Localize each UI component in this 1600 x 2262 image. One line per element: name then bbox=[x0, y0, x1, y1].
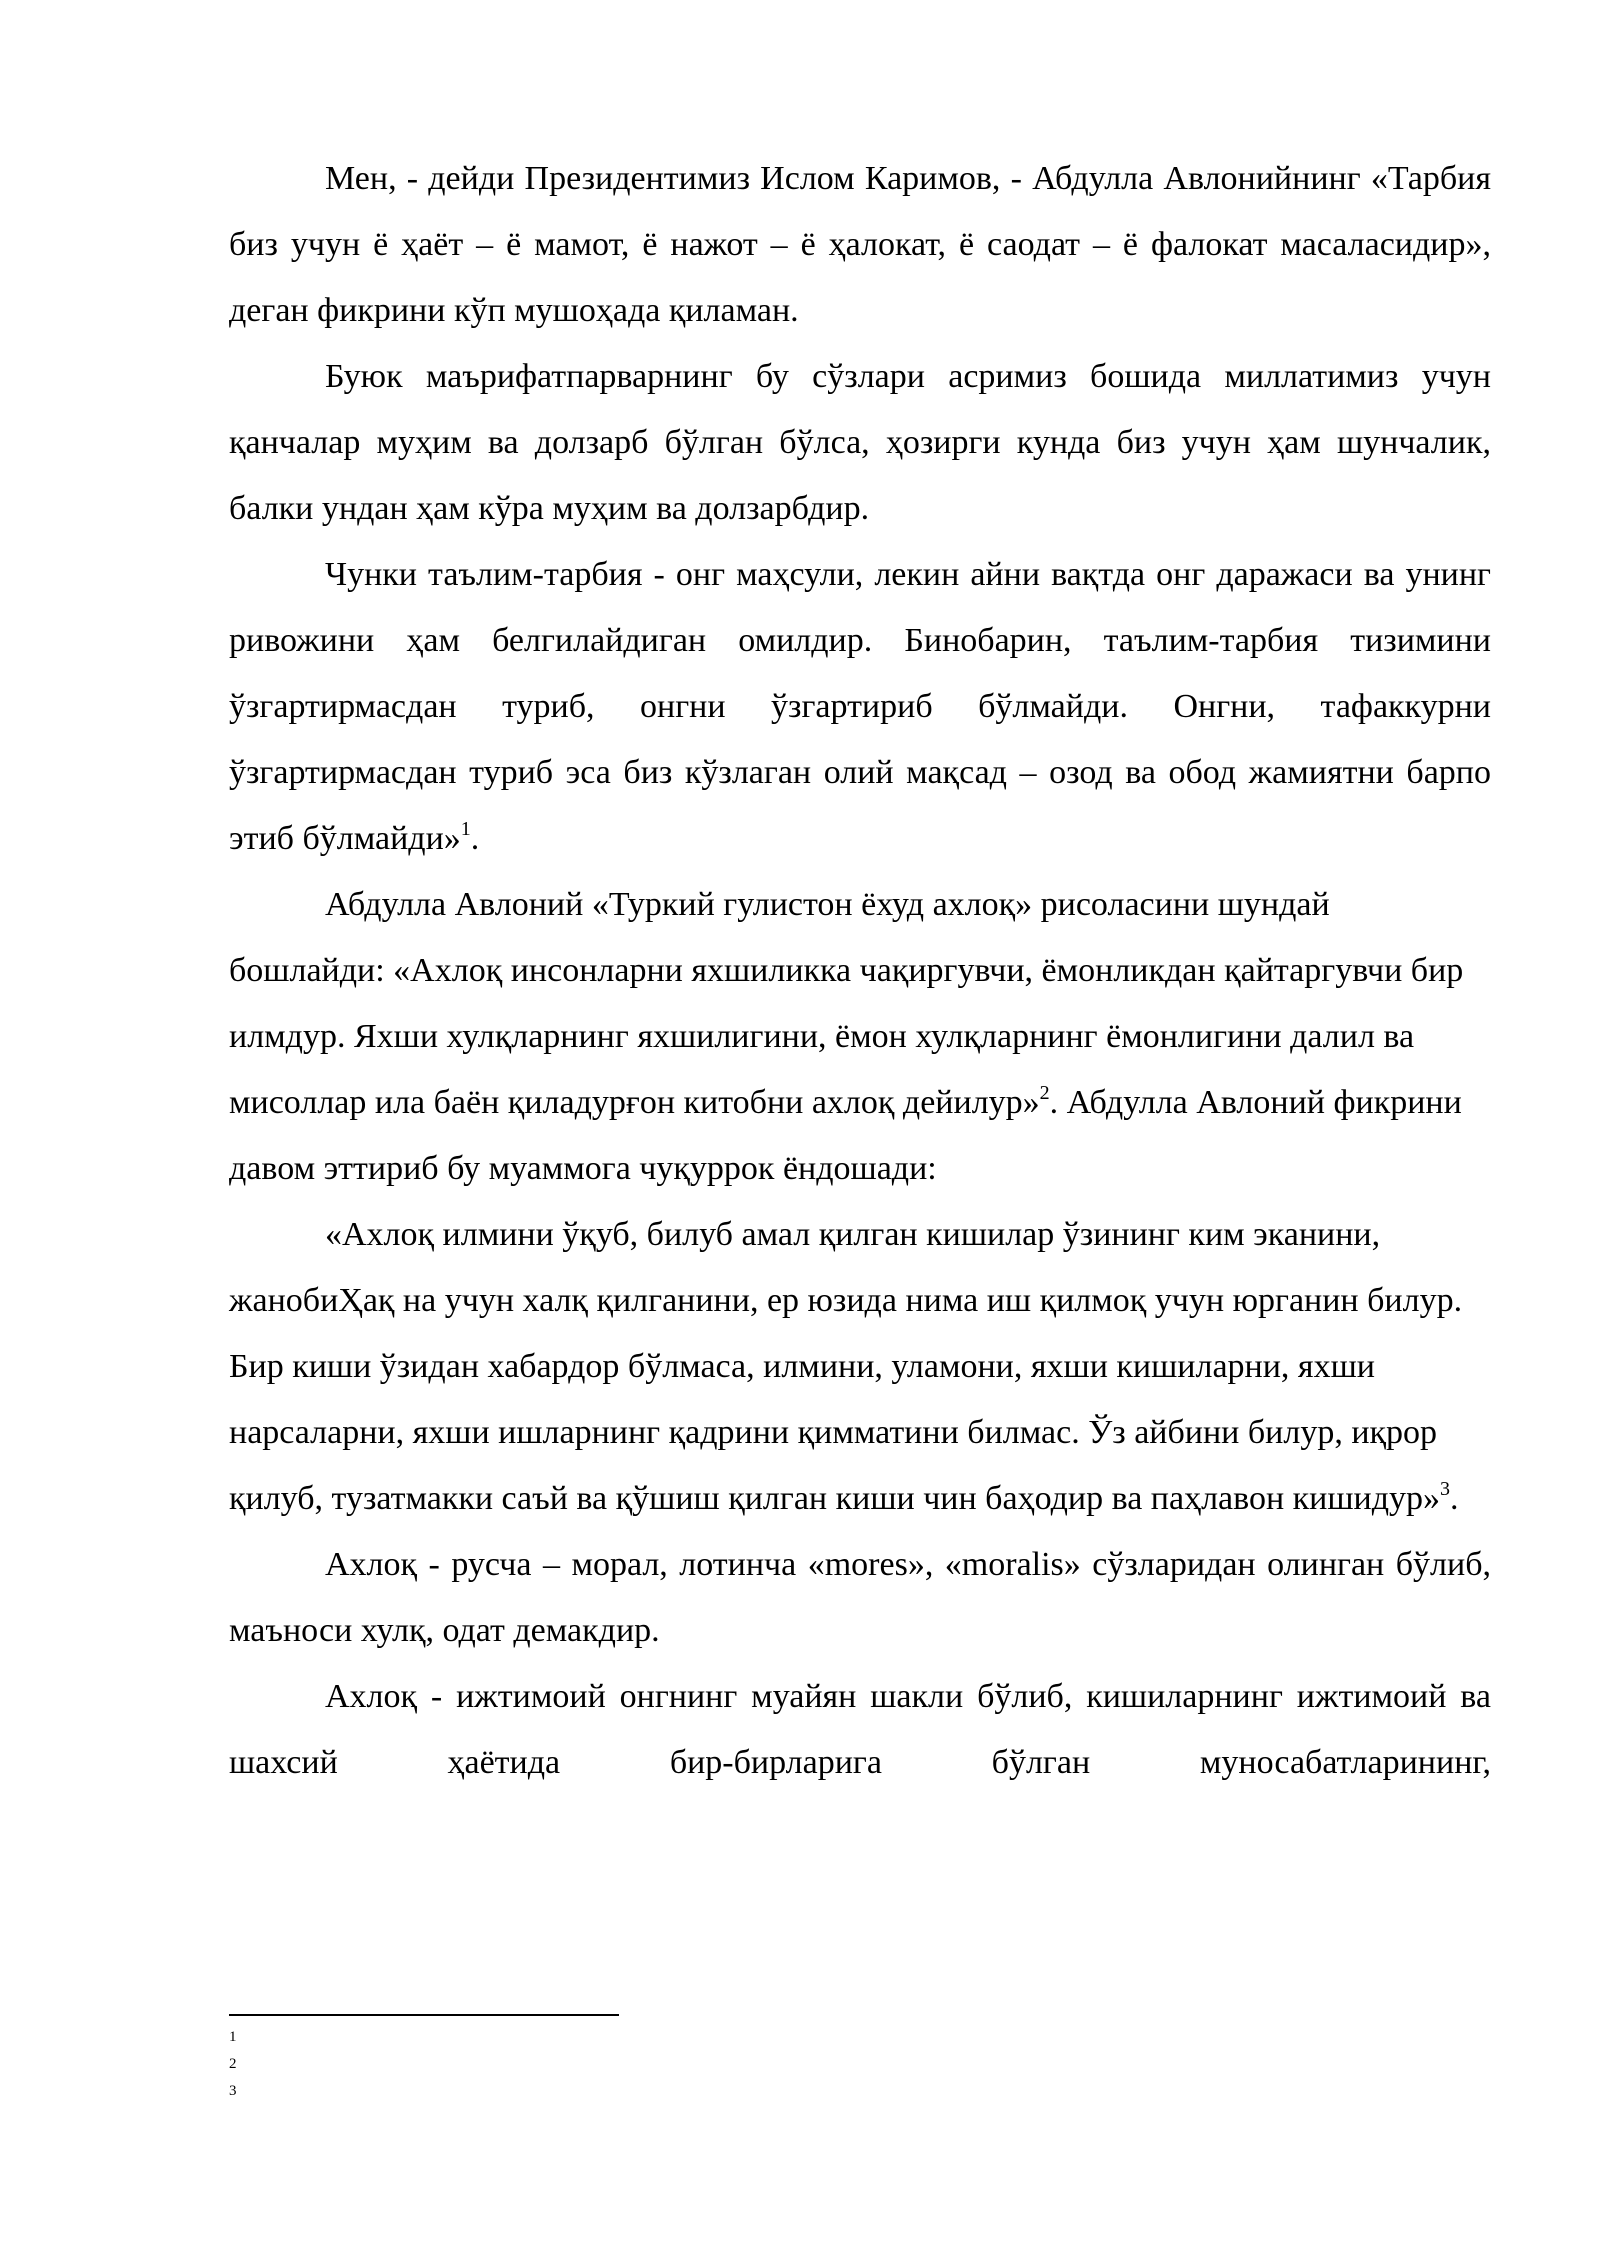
footnote-ref-2[interactable]: 2 bbox=[1039, 1081, 1050, 1104]
paragraph-5-after: . bbox=[1450, 1480, 1459, 1517]
paragraph-4-text: Абдулла Авлоний «Туркий гулистон ёхуд ахлоқ» рисоласини шундай бошлайди: «Ахлоқ инсонларни яхшиликка чақиргувчи, ёмонликдан қайтаргувчи бир илмдур. Яхши хулқларнинг яхшилигини, ёмон хулқларнинг ёмонлигини далил ва мисоллар ила баён қиладурғон китобни ахлоқ дейилур» bbox=[229, 886, 1464, 1121]
paragraph-4-after: . Абдулла Авлоний фикрини давом эттириб бу муаммога чуқуррок ёндошади: bbox=[229, 1084, 1462, 1187]
paragraph-3 bbox=[229, 542, 1491, 872]
footnote-ref-3[interactable]: 3 bbox=[1440, 1477, 1451, 1500]
paragraph-6 bbox=[229, 1532, 1491, 1664]
paragraph-3-after: . bbox=[470, 820, 480, 857]
footnote-3: 3 bbox=[229, 2083, 237, 2099]
paragraph-5-text: «Ахлоқ илмини ўқуб, билуб амал қилган кишилар ўзининг ким эканини, жанобиҲақ на учун халқ қилганини, ер юзида нима иш қилмоқ учун юрганин билур. Бир киши ўзидан хабардор бўлмаса, илмини, уламони, яхши кишиларни, яхши нарсаларни, яхши ишларнинг қадрини қимматини билмас. Ўз айбини билур, иқрор қилуб, тузатмакки саъй ва қўшиш қилган киши чин баҳодир ва паҳлавон кишидур» bbox=[229, 1216, 1463, 1517]
paragraph-3-text: Чунки таълим-тарбия - онг маҳсули, лекин айни вақтда онг даражаси ва унинг ривожини ҳам белгилайдиган омилдир. Бинобарин, таълим-тарбия тизимини ўзгартирмасдан туриб, онгни ўзгартириб бўлмайди. Онгни, тафаккурни ўзгартирмасдан туриб эса биз кўзлаган олий мақсад – озод ва обод жамиятни барпо этиб бўлмайди» bbox=[229, 556, 1491, 857]
paragraph-4 bbox=[229, 872, 1491, 1202]
paragraph-7-text: Ахлоқ - ижтимоий онгнинг муайян шакли бўлиб, кишиларнинг ижтимоий ва шахсий ҳаётида бир-бирларига бўлган муносабатларининг, bbox=[229, 1678, 1491, 1781]
footnote-ref-1[interactable]: 1 bbox=[460, 817, 471, 840]
footnote-1: 1 bbox=[229, 2029, 237, 2045]
paragraph-1-text: Мен, - дейди Президентимиз Ислом Каримов, - Абдулла Авлонийнинг «Тарбия биз учун ё ҳаёт – ё мамот, ё нажот – ё ҳалокат, ё саодат – ё фалокат масаласидир», деган фикрини кўп мушоҳада қиламан. bbox=[229, 160, 1491, 329]
paragraph-6-text: Ахлоқ - русча – морал, лотинча «mores», «moralis» сўзларидан олинган бўлиб, маъноси хулқ, одат демакдир. bbox=[229, 1546, 1491, 1649]
page-body bbox=[229, 146, 1491, 1796]
paragraph-1 bbox=[229, 146, 1491, 344]
paragraph-7 bbox=[229, 1664, 1491, 1796]
paragraph-2 bbox=[229, 344, 1491, 542]
footnote-2: 2 bbox=[229, 2056, 237, 2072]
footnote-separator bbox=[229, 2014, 619, 2016]
paragraph-2-text: Буюк маърифатпарварнинг бу сўзлари асримиз бошида миллатимиз учун қанчалар муҳим ва долзарб бўлган бўлса, ҳозирги кунда биз учун ҳам шунчалик, балки ундан ҳам кўра муҳим ва долзарбдир. bbox=[229, 358, 1491, 527]
paragraph-5 bbox=[229, 1202, 1491, 1532]
footnotes bbox=[229, 2024, 829, 2105]
